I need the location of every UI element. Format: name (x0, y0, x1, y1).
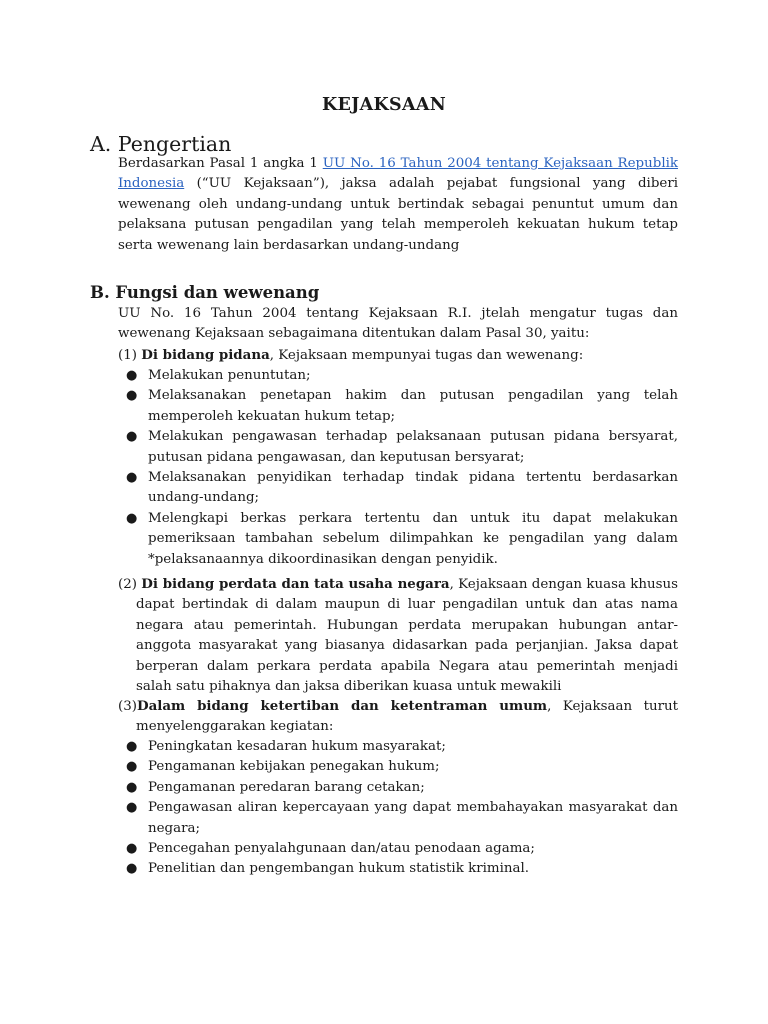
law-reference-link[interactable]: UU No. 16 Tahun 2004 tentang Kejaksaan Republik Indonesia (118, 156, 679, 192)
list-item (118, 737, 678, 757)
list-item-text: Pengamanan kebijakan penegakan hukum; (148, 759, 440, 775)
bullet-icon: ● (126, 841, 138, 857)
section-b-intro: UU No. 16 Tahun 2004 tentang Kejaksaan R.I. jtelah mengatur tugas dan wewenang Kejaksaan sebagaimana ditentukan dalam Pasal 30, yaitu: (118, 306, 678, 342)
list-item (118, 839, 678, 859)
subsection-3-label: Dalam bidang ketertiban dan ketentraman umum (136, 698, 548, 714)
list-item (118, 859, 678, 879)
subsection-1-text: , Kejaksaan mempunyai tugas dan wewenang: (269, 348, 584, 363)
bullet-icon: ● (126, 779, 138, 795)
list-item-text: Peningkatan kesadaran hukum masyarakat; (148, 739, 446, 754)
list-item-text: Pengawasan aliran kepercayaan yang dapat membahayakan masyarakat dan negara; (148, 800, 678, 836)
subsection-1-label: Di bidang pidana (141, 347, 270, 363)
list-item (118, 509, 678, 570)
section-a-heading: A. Pengertian (90, 132, 232, 156)
subsection-3-text: , Kejaksaan turut menyelenggarakan kegiatan: (136, 699, 678, 735)
subsection-3-number: (3) (118, 699, 137, 714)
list-item-text: Melakukan penuntutan; (148, 368, 311, 383)
list-item-text: Penelitian dan pengembangan hukum statistik kriminal. (148, 861, 530, 877)
subsection-3-paragraph (118, 696, 678, 738)
bullet-icon: ● (126, 470, 138, 486)
bullet-icon: ● (126, 429, 138, 445)
page-title: KEJAKSAAN (321, 95, 447, 115)
subsection-3-list (118, 737, 678, 880)
bullet-icon: ● (126, 388, 138, 404)
list-item (118, 386, 678, 427)
list-item (118, 798, 678, 839)
list-item (118, 468, 678, 509)
subsection-2-paragraph (118, 574, 678, 697)
list-item-text: Melaksanakan penetapan hakim dan putusan pengadilan yang telah memperoleh kekuatan hukum tetap; (148, 388, 678, 424)
bullet-icon: ● (126, 739, 138, 754)
section-a-paragraph (118, 154, 678, 256)
section-a-text-before-link: Berdasarkan Pasal 1 angka 1 (118, 156, 323, 171)
section-a-text-after-link: (“UU Kejaksaan”), jaksa adalah pejabat fungsional yang diberi wewenang oleh undang-undang untuk bertindak sebagai penuntut umum dan pelaksana putusan pengadilan yang telah memperoleh kekuatan hukum tetap serta wewenang lain berdasarkan undang-undang (118, 176, 678, 253)
bullet-icon: ● (126, 861, 138, 877)
list-item (118, 366, 678, 386)
bullet-icon: ● (126, 368, 138, 383)
list-item (118, 757, 678, 777)
subsection-1-number: (1) (118, 348, 142, 363)
bullet-icon: ● (126, 510, 138, 526)
list-item-text: Pengamanan peredaran barang cetakan; (148, 779, 425, 795)
list-item-text: Melakukan pengawasan terhadap pelaksanaan putusan pidana bersyarat, putusan pidana pengawasan, dan keputusan bersyarat; (148, 429, 678, 465)
subsection-1-line (118, 345, 678, 366)
subsection-2-text: , Kejaksaan dengan kuasa khusus dapat bertindak di dalam maupun di luar pengadilan untuk dan atas nama negara atau pemerintah. Hubungan perdata merupakan hubungan antar-anggota masyarakat yang biasanya didasarkan pada perjanjian. Jaksa dapat berperan dalam perkara perdata apabila Negara atau pemerintah menjadi salah satu pihaknya dan jaksa diberikan kuasa untuk mewakili (136, 577, 678, 695)
list-item (118, 778, 678, 798)
list-item-text: Melengkapi berkas perkara tertentu dan untuk itu dapat melakukan pemeriksaan tambahan sebelum dilimpahkan ke pengadilan yang dalam *pelaksanaannya dikoordinasikan dengan penyidik. (148, 510, 678, 567)
section-b-heading: B. Fungsi dan wewenang (90, 283, 320, 302)
list-item (118, 427, 678, 468)
list-item-text: Pencegahan penyalahgunaan dan/atau penodaan agama; (148, 841, 535, 857)
list-item-text: Melaksanakan penyidikan terhadap tindak pidana tertentu berdasarkan undang-undang; (148, 470, 678, 506)
subsection-2-label: Di bidang perdata dan tata usaha negara (141, 576, 450, 592)
bullet-icon: ● (126, 759, 138, 775)
subsection-2-number: (2) (118, 577, 142, 592)
subsection-1-list (118, 366, 678, 570)
bullet-icon: ● (126, 800, 138, 816)
